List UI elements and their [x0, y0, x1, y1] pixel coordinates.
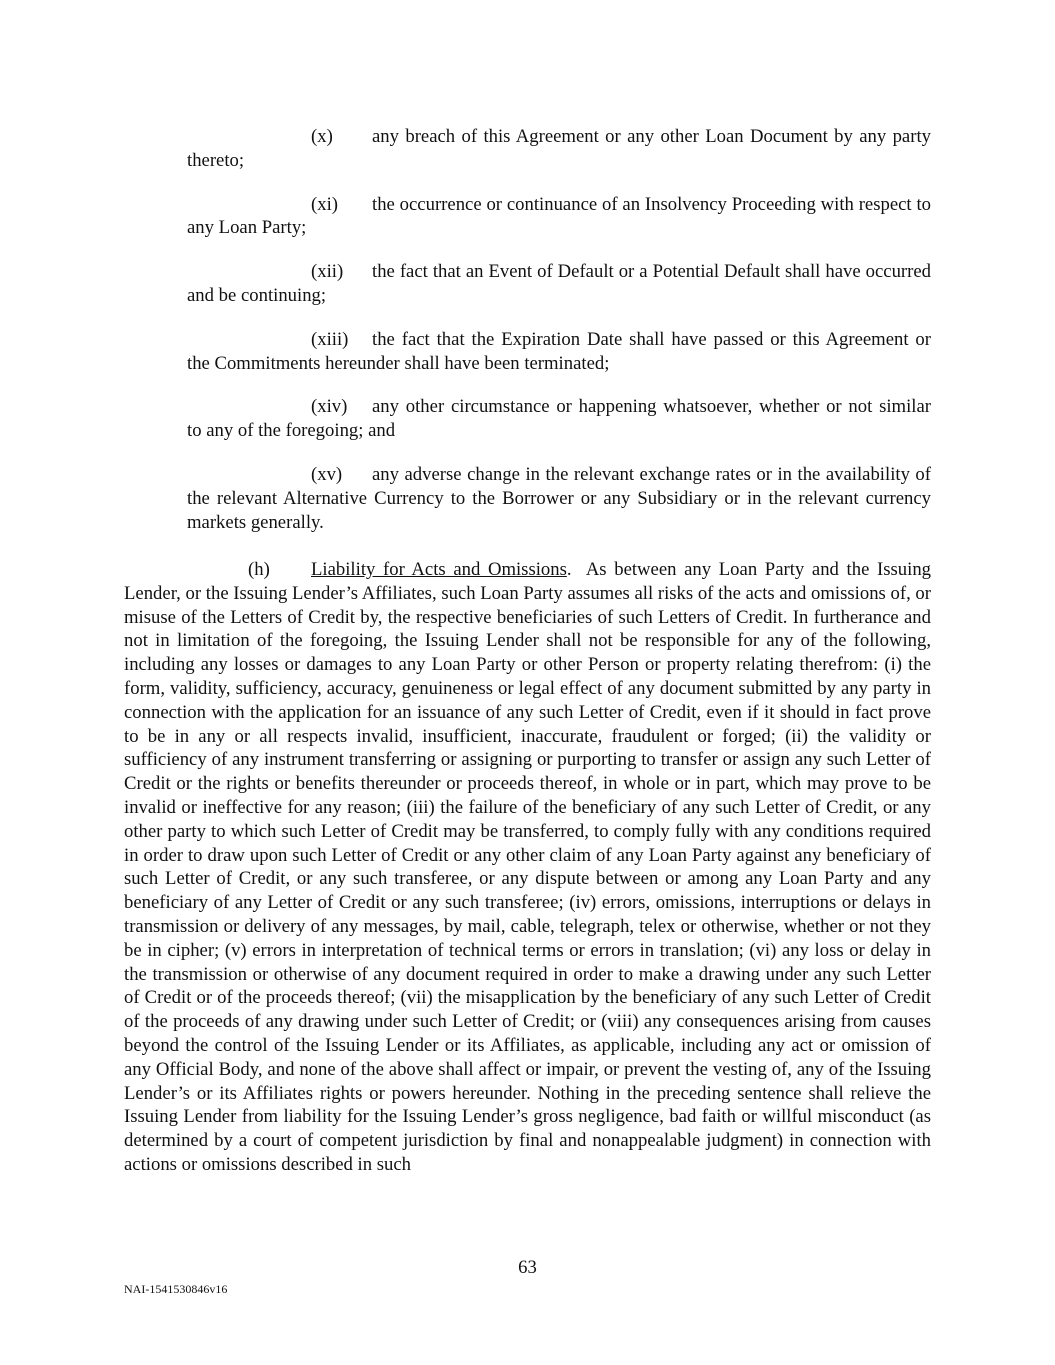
clause-label: (xii): [311, 261, 344, 283]
clause-item: [187, 260, 931, 308]
clause-label: (xv): [311, 463, 343, 485]
clause-label: (xi): [311, 193, 338, 215]
clause-text: the fact that an Event of Default or a Potential Default shall have occurred and be continuing;: [187, 261, 931, 306]
clause-item: [187, 328, 931, 376]
clause-label: (xiv): [311, 396, 348, 418]
clause-item: [187, 463, 931, 534]
clause-text: the fact that the Expiration Date shall have passed or this Agreement or the Commitments hereunder shall have been terminated;: [187, 328, 931, 374]
section-heading-punct: .: [566, 559, 572, 580]
clause-list: [187, 125, 931, 554]
clause-label: (x): [311, 126, 333, 147]
clause-label: (xiii): [311, 328, 349, 350]
page-number: 63: [518, 1257, 537, 1278]
clause-item: [187, 193, 931, 241]
clause-text: any other circumstance or happening whatsoever, whether or not similar to any of the foregoing; and: [187, 396, 931, 442]
clause-text: the occurrence or continuance of an Insolvency Proceeding with respect to any Loan Party;: [187, 193, 931, 239]
clause-text: any breach of this Agreement or any other Loan Document by any party thereto;: [187, 126, 931, 171]
clause-item: [187, 395, 931, 443]
clause-item: [187, 125, 931, 173]
clause-text: any adverse change in the relevant exchange rates or in the availability of the relevant Alternative Currency to the Borrower or any Subsidiary or in the relevant currency markets generally.: [187, 463, 931, 533]
section-h-paragraph: [124, 558, 931, 1177]
section-body: As between any Loan Party and the Issuing Lender, or the Issuing Lender’s Affiliates, such Loan Party assumes all risks of the acts and omissions of, or misuse of the Letters of Credit by, the respective beneficiaries of such Letters of Credit. In furtherance and not in limitation of the foregoing, the Issuing Lender shall not be responsible for any of the following, including any losses or damages to any Loan Party or other Person or property relating therefrom: (i) the form, validity, sufficiency, accuracy, genuineness or legal effect of any document submitted by any party in connection with the application for an issuance of any such Letter of Credit, even if it should in fact prove to be in any or all respects invalid, insufficient, inaccurate, fraudulent or forged; (ii) the validity or sufficiency of any instrument transferring or assigning or purporting to transfer or assign any such Letter of Credit or the rights or benefits thereunder or proceeds thereof, in whole or in part, which may prove to be invalid or ineffective for any reason; (iii) the failure of the beneficiary of any such Letter of Credit, or any other party to which such Letter of Credit may be transferred, to comply fully with any conditions required in order to draw upon such Letter of Credit or any other claim of any Loan Party against any beneficiary of such Letter of Credit, or any such transferee, or any dispute between or among any Loan Party and any beneficiary of any Letter of Credit or any such transferee; (iv) errors, omissions, interruptions or delays in transmission or delivery of any messages, by mail, cable, telegraph, telex or otherwise, whether or not they be in cipher; (v) errors in interpretation of technical terms or errors in translation; (vi) any loss or delay in the transmission or otherwise of any document required in order to make a drawing under any such Letter of Credit or of the proceeds thereof; (vii) the misapplication by the beneficiary of any such Letter of Credit of the proceeds of any drawing under such Letter of Credit; or (viii) any consequences arising from causes beyond the control of the Issuing Lender or its Affiliates, as applicable, including any act or omission of any Official Body, and none of the above shall affect or impair, or prevent the vesting of, any of the Issuing Lender’s or its Affiliates rights or powers hereunder. Nothing in the preceding sentence shall relieve the Issuing Lender from liability for the Issuing Lender’s gross negligence, bad faith or willful misconduct (as determined by a court of competent jurisdiction by final and nonappealable judgment) in connection with actions or omissions described in such: [124, 559, 932, 1175]
document-id: NAI-1541530846v16: [124, 1282, 228, 1296]
section-label: (h): [248, 559, 270, 580]
section-heading: Liability for Acts and Omissions: [311, 559, 567, 580]
